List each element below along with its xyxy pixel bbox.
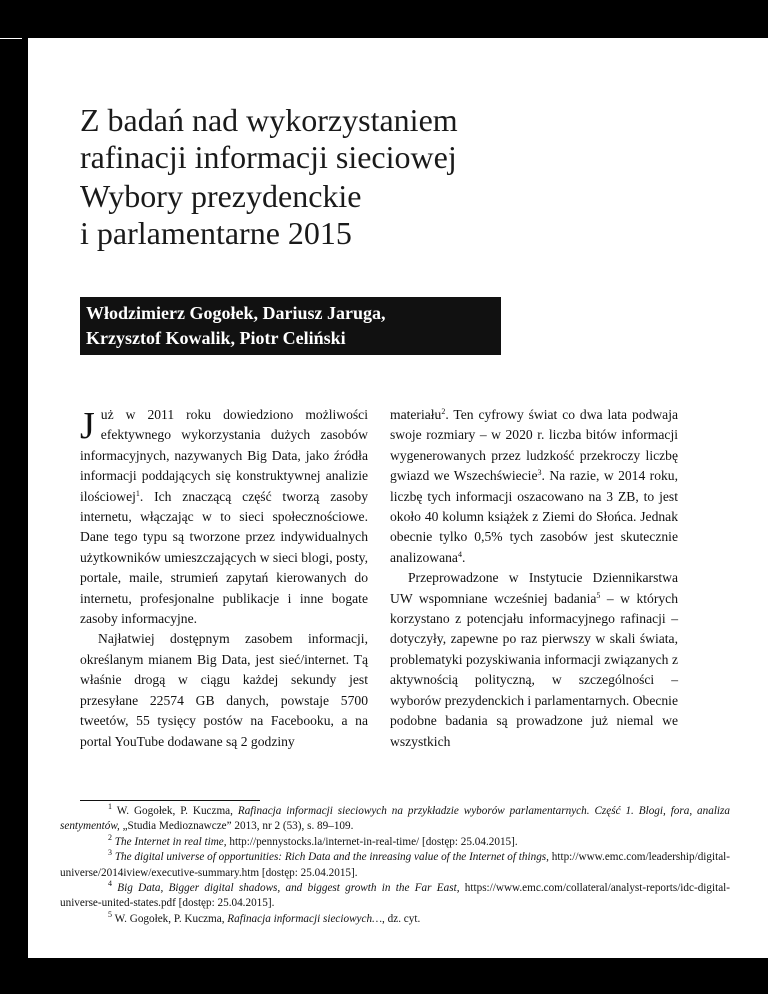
- footnote-ref[interactable]: 3: [537, 468, 542, 478]
- paragraph-text: Przeprowadzone w Instytucie Dziennikarstwa UW wspomniane wcześniej badania: [390, 570, 678, 606]
- paragraph-text: materiału: [390, 407, 442, 422]
- footnote-ref[interactable]: 4: [457, 549, 462, 559]
- footnotes: [60, 804, 730, 927]
- paragraph-text: . Ich znaczącą część tworzą zasoby internetu, włączając w to sieci społecznościowe. Dane tego typu są tworzone przez indywidualnych użytkowników umieszczających w sieci blogi, posty, portale, maile, strumień zapytań kierowanych do internetu, profesjonalne publikacje i inne bogate zasoby informacyjne.: [80, 488, 368, 627]
- footnote-title: Big Data, Bigger digital shadows, and biggest growth in the Far East,: [117, 882, 460, 895]
- title-line-2: rafinacji informacji sieciowej: [80, 139, 457, 175]
- paragraph-text: Najłatwiej dostępnym zasobem informacji, określanym mianem Big Data, jest sieć/internet. Tą właśnie drogą w ciągu każdej sekundy jest przesyłane 22574 GB danych, powstaje 5700 tweetów, 55 tysięcy postów na Facebooku, a na portal YouTube dodawane są 2 godziny: [80, 631, 368, 749]
- footnote-ref[interactable]: 2: [441, 407, 446, 416]
- document-page: [28, 38, 768, 958]
- subtitle-line-1: Wybory prezydenckie: [80, 178, 362, 214]
- footnote-link[interactable]: http://www.emc.com/leadership/digital-universe/2014iview/executive-summary.htm [dostęp: 25.04.2015].: [60, 851, 731, 879]
- article-subtitle: [80, 178, 640, 252]
- footnote-number: 2: [108, 832, 112, 842]
- footnote-title: The Internet in real time,: [114, 835, 227, 848]
- title-line-1: Z badań nad wykorzystaniem: [80, 102, 458, 138]
- paragraph: [390, 568, 678, 752]
- footnote-text: W. Gogołek, P. Kuczma,: [114, 912, 228, 925]
- footnote-5: [60, 909, 730, 927]
- footnote-text: „Studia Medioznawcze” 2013, nr 2 (53), s. 89–109.: [119, 820, 354, 833]
- footnote-link[interactable]: https://www.emc.com/collateral/analyst-reports/idc-digital-universe-united-states.pdf [dostęp: 25.04.2015].: [60, 882, 731, 910]
- footnote-number: 3: [108, 848, 112, 858]
- paragraph-text: . Ten cyfrowy świat co dwa lata podwaja swoje rozmiary – w 2020 r. liczba bitów informacji wygenerowanych przez ludzkość przekroczy liczbę gwiazd we Wszechświecie: [390, 407, 678, 484]
- footnote-title: Rafinacja informacji sieciowych…: [227, 912, 383, 925]
- drop-cap: J: [80, 405, 95, 447]
- footnote-text: W. Gogołek, P. Kuczma,: [116, 805, 238, 817]
- authors-line-2: Krzysztof Kowalik, Piotr Celiński: [86, 328, 346, 348]
- paragraph-text: .: [461, 549, 466, 565]
- right-column: [390, 405, 678, 752]
- footnote-ref[interactable]: 1: [135, 488, 140, 498]
- footnote-4: [60, 881, 730, 912]
- authors-line-1: Włodzimierz Gogołek, Dariusz Jaruga,: [86, 303, 386, 323]
- footnote-3: [60, 850, 730, 881]
- paragraph: [80, 629, 368, 751]
- footnote-text: , dz. cyt.: [382, 912, 421, 925]
- footnote-1: [60, 804, 730, 835]
- paragraph: [390, 405, 678, 568]
- crop-mark: [0, 38, 22, 39]
- subtitle-line-2: i parlamentarne 2015: [80, 215, 352, 251]
- paragraph-text: – w których korzystano z potencjału informacyjnego rafinacji – dotyczyły, zapewne po raz pierwszy w skali świata, problematyki pozyskiwania informacji związanych z aktywnością polityczną, w szczególności – wyborów prezydenckich i parlamentarnych. Obecnie podobne badania są prowadzone już niemal we wszystkich: [390, 590, 678, 749]
- footnote-title: Rafinacja informacji sieciowych na przykładzie wyborów parlamentarnych. Część 1. Blogi, fora, analiza sentymentów,: [60, 805, 730, 833]
- footnote-number: 1: [108, 802, 112, 811]
- footnote-number: 4: [108, 879, 112, 889]
- article-title: [80, 102, 640, 176]
- footnote-2: [60, 832, 730, 850]
- footnote-number: 5: [108, 909, 112, 919]
- authors-box: [80, 297, 501, 355]
- paragraph-text: . Na razie, w 2014 roku, liczbę tych informacji oszacowano na 3 ZB, to jest około 40 kolumn książek z Ziemi do Słońca. Jednak obecnie tylko 0,5% tych zasobów jest skutecznie analizowana: [390, 468, 678, 565]
- footnote-title: The digital universe of opportunities: Rich Data and the inreasing value of the Internet of things,: [114, 851, 549, 864]
- paragraph: [80, 405, 368, 629]
- footnote-ref[interactable]: 5: [596, 590, 601, 600]
- left-column: [80, 405, 368, 752]
- footnote-link[interactable]: http://pennystocks.la/internet-in-real-time/ [dostęp: 25.04.2015].: [226, 835, 518, 848]
- paragraph-text: uż w 2011 roku dowiedziono możliwości efektywnego wykorzystania dużych zasobów informacyjnych, nazywanych Big Data, jako źródła informacji poddających się konstruktywnej analizie ilościowej: [80, 407, 368, 504]
- footnote-divider: [80, 800, 260, 801]
